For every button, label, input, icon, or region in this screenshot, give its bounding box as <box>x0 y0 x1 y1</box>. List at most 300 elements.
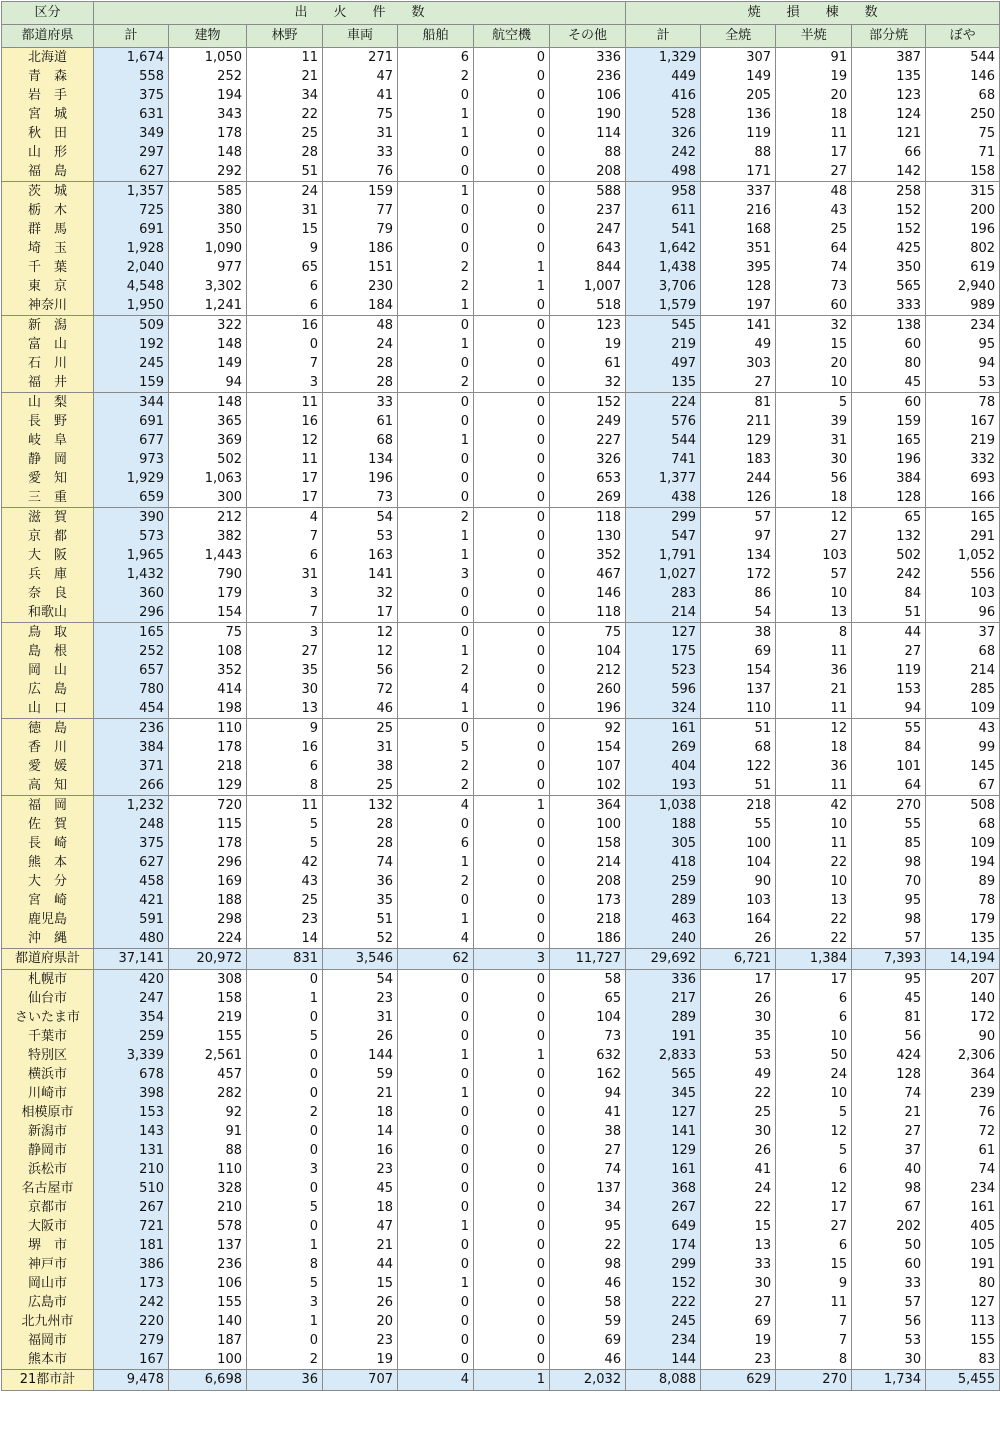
cell-value: 119 <box>701 124 776 143</box>
cell-value: 308 <box>169 970 247 990</box>
cell-value: 245 <box>94 354 169 373</box>
cell-value: 1 <box>474 796 550 816</box>
cell-value: 3 <box>247 623 323 643</box>
cell-value: 544 <box>926 48 1000 68</box>
cell-value: 0 <box>474 546 550 565</box>
cell-value: 545 <box>626 316 701 336</box>
cell-value: 60 <box>776 296 852 316</box>
cell-value: 127 <box>626 1103 701 1122</box>
cell-value: 0 <box>474 929 550 949</box>
cell-value: 0 <box>474 565 550 584</box>
cell-value: 84 <box>852 738 926 757</box>
cell-value: 5 <box>776 393 852 413</box>
cell-value: 7 <box>247 354 323 373</box>
cell-value: 25 <box>323 776 398 796</box>
cell-value: 54 <box>323 970 398 990</box>
cell-value: 3 <box>247 373 323 393</box>
cell-value: 174 <box>626 1236 701 1255</box>
cell-value: 0 <box>398 143 474 162</box>
cell-value: 14 <box>247 929 323 949</box>
row-label: 沖 縄 <box>2 929 94 949</box>
cell-value: 2 <box>398 661 474 680</box>
cell-value: 91 <box>776 48 852 68</box>
table-row <box>2 661 1000 680</box>
cell-value: 0 <box>247 1046 323 1065</box>
cell-value: 103 <box>776 546 852 565</box>
cell-value: 51 <box>701 776 776 796</box>
cell-value: 42 <box>247 853 323 872</box>
cell-value: 22 <box>776 910 852 929</box>
cell-value: 107 <box>550 757 626 776</box>
cell-value: 172 <box>701 565 776 584</box>
row-label: 山 梨 <box>2 393 94 413</box>
row-label: 埼 玉 <box>2 239 94 258</box>
cell-value: 375 <box>94 834 169 853</box>
cell-value: 13 <box>776 891 852 910</box>
cell-value: 31 <box>323 1008 398 1027</box>
cell-value: 186 <box>550 929 626 949</box>
cell-value: 345 <box>626 1084 701 1103</box>
cell-value: 282 <box>169 1084 247 1103</box>
cell-value: 0 <box>398 1312 474 1331</box>
cell-value: 190 <box>550 105 626 124</box>
cell-value: 0 <box>398 393 474 413</box>
cell-value: 23 <box>323 989 398 1008</box>
cell-value: 152 <box>626 1274 701 1293</box>
cell-value: 1 <box>398 527 474 546</box>
cell-value: 194 <box>169 86 247 105</box>
cell-value: 207 <box>926 970 1000 990</box>
cell-value: 0 <box>474 699 550 719</box>
cell-value: 270 <box>776 1370 852 1391</box>
cell-value: 52 <box>323 929 398 949</box>
cell-value: 31 <box>776 431 852 450</box>
cell-value: 565 <box>852 277 926 296</box>
cell-value: 18 <box>776 488 852 508</box>
cell-value: 17 <box>323 603 398 623</box>
cell-value: 57 <box>701 508 776 528</box>
cell-value: 2 <box>398 258 474 277</box>
header-col: 建物 <box>169 25 247 48</box>
row-label: 滋 賀 <box>2 508 94 528</box>
cell-value: 196 <box>550 699 626 719</box>
cell-value: 173 <box>550 891 626 910</box>
cell-value: 2,561 <box>169 1046 247 1065</box>
cell-value: 307 <box>701 48 776 68</box>
cell-value: 143 <box>94 1122 169 1141</box>
cell-value: 192 <box>94 335 169 354</box>
cell-value: 0 <box>398 1331 474 1350</box>
cell-value: 244 <box>701 469 776 488</box>
cell-value: 30 <box>701 1008 776 1027</box>
cell-value: 236 <box>550 67 626 86</box>
cell-value: 0 <box>474 316 550 336</box>
cell-value: 6 <box>776 989 852 1008</box>
cell-value: 611 <box>626 201 701 220</box>
cell-value: 2,306 <box>926 1046 1000 1065</box>
cell-value: 0 <box>474 393 550 413</box>
cell-value: 266 <box>94 776 169 796</box>
cell-value: 6 <box>398 48 474 68</box>
cell-value: 101 <box>852 757 926 776</box>
cell-value: 365 <box>169 412 247 431</box>
cell-value: 2 <box>398 67 474 86</box>
cell-value: 68 <box>926 642 1000 661</box>
cell-value: 17 <box>247 469 323 488</box>
cell-value: 227 <box>550 431 626 450</box>
cell-value: 104 <box>550 1008 626 1027</box>
cell-value: 375 <box>94 86 169 105</box>
row-label: 秋 田 <box>2 124 94 143</box>
cell-value: 41 <box>323 86 398 105</box>
table-row <box>2 67 1000 86</box>
cell-value: 324 <box>626 699 701 719</box>
cell-value: 188 <box>626 815 701 834</box>
cell-value: 6 <box>776 1008 852 1027</box>
cell-value: 300 <box>169 488 247 508</box>
table-row <box>2 929 1000 949</box>
cell-value: 162 <box>550 1065 626 1084</box>
cell-value: 591 <box>94 910 169 929</box>
cell-value: 252 <box>94 642 169 661</box>
cell-value: 65 <box>550 989 626 1008</box>
cell-value: 17 <box>701 970 776 990</box>
table-row <box>2 182 1000 202</box>
table-row <box>2 815 1000 834</box>
table-row <box>2 450 1000 469</box>
cell-value: 31 <box>323 738 398 757</box>
cell-value: 0 <box>398 1236 474 1255</box>
row-label: 名古屋市 <box>2 1179 94 1198</box>
cell-value: 219 <box>626 335 701 354</box>
cell-value: 0 <box>398 1065 474 1084</box>
row-label: 宮 城 <box>2 105 94 124</box>
cell-value: 46 <box>550 1350 626 1370</box>
cell-value: 39 <box>776 412 852 431</box>
cell-value: 68 <box>701 738 776 757</box>
cell-value: 94 <box>169 373 247 393</box>
cell-value: 110 <box>169 719 247 739</box>
cell-value: 0 <box>398 162 474 182</box>
cell-value: 9,478 <box>94 1370 169 1391</box>
cell-value: 350 <box>169 220 247 239</box>
table-row <box>2 1103 1000 1122</box>
cell-value: 74 <box>776 258 852 277</box>
cell-value: 134 <box>701 546 776 565</box>
cell-value: 35 <box>323 891 398 910</box>
cell-value: 8 <box>776 623 852 643</box>
cell-value: 26 <box>701 989 776 1008</box>
cell-value: 146 <box>926 67 1000 86</box>
cell-value: 497 <box>626 354 701 373</box>
cell-value: 148 <box>169 393 247 413</box>
cell-value: 22 <box>776 853 852 872</box>
cell-value: 352 <box>169 661 247 680</box>
row-label: 鳥 取 <box>2 623 94 643</box>
cell-value: 6,721 <box>701 949 776 970</box>
row-label: 福 岡 <box>2 796 94 816</box>
row-label: 山 口 <box>2 699 94 719</box>
cell-value: 8 <box>247 776 323 796</box>
row-label: 愛 知 <box>2 469 94 488</box>
cell-value: 128 <box>852 488 926 508</box>
cell-value: 707 <box>323 1370 398 1391</box>
cell-value: 137 <box>701 680 776 699</box>
cell-value: 1,950 <box>94 296 169 316</box>
cell-value: 94 <box>550 1084 626 1103</box>
cell-value: 8 <box>247 1255 323 1274</box>
cell-value: 3 <box>474 949 550 970</box>
header-shukka-group: 出 火 件 数 <box>94 2 626 25</box>
cell-value: 28 <box>323 354 398 373</box>
cell-value: 127 <box>926 1293 1000 1312</box>
cell-value: 0 <box>398 1027 474 1046</box>
cell-value: 0 <box>474 623 550 643</box>
row-label: 岩 手 <box>2 86 94 105</box>
cell-value: 0 <box>398 354 474 373</box>
cell-value: 12 <box>776 508 852 528</box>
cell-value: 37 <box>852 1141 926 1160</box>
cell-value: 152 <box>852 201 926 220</box>
row-label: 千葉市 <box>2 1027 94 1046</box>
cell-value: 184 <box>323 296 398 316</box>
cell-value: 10 <box>776 872 852 891</box>
cell-value: 33 <box>323 143 398 162</box>
table-row <box>2 1331 1000 1350</box>
cell-value: 6 <box>247 757 323 776</box>
cell-value: 73 <box>550 1027 626 1046</box>
cell-value: 41 <box>550 1103 626 1122</box>
cell-value: 24 <box>247 182 323 202</box>
table-row <box>2 642 1000 661</box>
row-label: さいたま市 <box>2 1008 94 1027</box>
cell-value: 212 <box>169 508 247 528</box>
cell-value: 0 <box>474 642 550 661</box>
cell-value: 34 <box>247 86 323 105</box>
cell-value: 21 <box>247 67 323 86</box>
cell-value: 0 <box>398 220 474 239</box>
cell-value: 36 <box>247 1370 323 1391</box>
cell-value: 9 <box>776 1274 852 1293</box>
cell-value: 128 <box>852 1065 926 1084</box>
cell-value: 352 <box>550 546 626 565</box>
cell-value: 43 <box>926 719 1000 739</box>
cell-value: 3 <box>247 584 323 603</box>
cell-value: 0 <box>398 1008 474 1027</box>
row-label: 福 島 <box>2 162 94 182</box>
cell-value: 24 <box>776 1065 852 1084</box>
header-col: ぼや <box>926 25 1000 48</box>
cell-value: 0 <box>474 891 550 910</box>
cell-value: 218 <box>701 796 776 816</box>
cell-value: 0 <box>247 335 323 354</box>
cell-value: 289 <box>626 891 701 910</box>
cell-value: 78 <box>926 393 1000 413</box>
cell-value: 98 <box>852 853 926 872</box>
table-row <box>2 1312 1000 1331</box>
cell-value: 3 <box>398 565 474 584</box>
row-label: 札幌市 <box>2 970 94 990</box>
cell-value: 234 <box>926 1179 1000 1198</box>
cell-value: 725 <box>94 201 169 220</box>
cell-value: 1,384 <box>776 949 852 970</box>
cell-value: 247 <box>550 220 626 239</box>
cell-value: 259 <box>94 1027 169 1046</box>
cell-value: 1,038 <box>626 796 701 816</box>
cell-value: 44 <box>323 1255 398 1274</box>
cell-value: 0 <box>474 48 550 68</box>
cell-value: 0 <box>398 239 474 258</box>
cell-value: 165 <box>926 508 1000 528</box>
row-label: 仙台市 <box>2 989 94 1008</box>
cell-value: 92 <box>169 1103 247 1122</box>
cell-value: 371 <box>94 757 169 776</box>
cell-value: 25 <box>776 220 852 239</box>
cell-value: 74 <box>852 1084 926 1103</box>
cell-value: 0 <box>474 488 550 508</box>
header-col: その他 <box>550 25 626 48</box>
cell-value: 152 <box>550 393 626 413</box>
cell-value: 1 <box>474 1046 550 1065</box>
table-row <box>2 834 1000 853</box>
cell-value: 75 <box>169 623 247 643</box>
cell-value: 17 <box>247 488 323 508</box>
cell-value: 88 <box>169 1141 247 1160</box>
row-label: 浜松市 <box>2 1160 94 1179</box>
cell-value: 741 <box>626 450 701 469</box>
cell-value: 631 <box>94 105 169 124</box>
cell-value: 7 <box>776 1331 852 1350</box>
table-row <box>2 910 1000 929</box>
cell-value: 153 <box>852 680 926 699</box>
cell-value: 197 <box>701 296 776 316</box>
cell-value: 3 <box>247 1293 323 1312</box>
cell-value: 31 <box>247 565 323 584</box>
cell-value: 86 <box>701 584 776 603</box>
cell-value: 5 <box>247 1027 323 1046</box>
table-row <box>2 1084 1000 1103</box>
cell-value: 0 <box>247 1084 323 1103</box>
cell-value: 47 <box>323 1217 398 1236</box>
cell-value: 32 <box>323 584 398 603</box>
cell-value: 119 <box>852 661 926 680</box>
cell-value: 0 <box>474 910 550 929</box>
cell-value: 208 <box>550 162 626 182</box>
cell-value: 205 <box>701 86 776 105</box>
cell-value: 0 <box>474 1350 550 1370</box>
cell-value: 3,302 <box>169 277 247 296</box>
cell-value: 140 <box>926 989 1000 1008</box>
cell-value: 26 <box>323 1027 398 1046</box>
cell-value: 1 <box>398 1274 474 1293</box>
cell-value: 8 <box>776 1350 852 1370</box>
cell-value: 627 <box>94 853 169 872</box>
cell-value: 1,052 <box>926 546 1000 565</box>
cell-value: 1,674 <box>94 48 169 68</box>
cell-value: 2 <box>398 757 474 776</box>
cell-value: 27 <box>776 527 852 546</box>
row-label: 神奈川 <box>2 296 94 316</box>
cell-value: 0 <box>474 1293 550 1312</box>
cell-value: 596 <box>626 680 701 699</box>
cell-value: 1,090 <box>169 239 247 258</box>
cell-value: 2 <box>398 508 474 528</box>
table-row <box>2 872 1000 891</box>
cell-value: 33 <box>701 1255 776 1274</box>
cell-value: 80 <box>926 1274 1000 1293</box>
table-row <box>2 699 1000 719</box>
cell-value: 322 <box>169 316 247 336</box>
cell-value: 214 <box>926 661 1000 680</box>
cell-value: 510 <box>94 1179 169 1198</box>
cell-value: 544 <box>626 431 701 450</box>
cell-value: 10 <box>776 1084 852 1103</box>
table-row <box>2 373 1000 393</box>
cell-value: 71 <box>926 143 1000 162</box>
cell-value: 224 <box>169 929 247 949</box>
cell-value: 1,929 <box>94 469 169 488</box>
cell-value: 1,007 <box>550 277 626 296</box>
row-label: 東 京 <box>2 277 94 296</box>
cell-value: 168 <box>701 220 776 239</box>
cell-value: 2 <box>398 373 474 393</box>
cell-value: 20,972 <box>169 949 247 970</box>
cell-value: 69 <box>550 1331 626 1350</box>
cell-value: 242 <box>94 1293 169 1312</box>
cell-value: 73 <box>323 488 398 508</box>
cell-value: 113 <box>926 1312 1000 1331</box>
cell-value: 32 <box>550 373 626 393</box>
cell-value: 252 <box>169 67 247 86</box>
cell-value: 144 <box>323 1046 398 1065</box>
cell-value: 0 <box>398 1122 474 1141</box>
cell-value: 802 <box>926 239 1000 258</box>
cell-value: 1 <box>247 989 323 1008</box>
cell-value: 454 <box>94 699 169 719</box>
cell-value: 0 <box>474 989 550 1008</box>
cell-value: 0 <box>474 450 550 469</box>
cell-value: 45 <box>852 373 926 393</box>
cell-value: 0 <box>474 412 550 431</box>
cell-value: 186 <box>323 239 398 258</box>
cell-value: 216 <box>701 201 776 220</box>
cell-value: 297 <box>94 143 169 162</box>
cell-value: 78 <box>926 891 1000 910</box>
cell-value: 36 <box>776 757 852 776</box>
cell-value: 0 <box>474 1160 550 1179</box>
cell-value: 27 <box>701 373 776 393</box>
cell-value: 48 <box>776 182 852 202</box>
cell-value: 95 <box>852 970 926 990</box>
cell-value: 114 <box>550 124 626 143</box>
table-row <box>2 48 1000 68</box>
cell-value: 72 <box>323 680 398 699</box>
cell-value: 167 <box>926 412 1000 431</box>
cell-value: 0 <box>474 354 550 373</box>
cell-value: 11 <box>247 450 323 469</box>
cell-value: 0 <box>474 1331 550 1350</box>
table-row <box>2 1255 1000 1274</box>
cell-value: 109 <box>926 834 1000 853</box>
cell-value: 416 <box>626 86 701 105</box>
cell-value: 368 <box>626 1179 701 1198</box>
cell-value: 11 <box>247 393 323 413</box>
cell-value: 18 <box>776 738 852 757</box>
cell-value: 11 <box>776 699 852 719</box>
cell-value: 0 <box>474 1236 550 1255</box>
cell-value: 22 <box>247 105 323 124</box>
cell-value: 269 <box>626 738 701 757</box>
